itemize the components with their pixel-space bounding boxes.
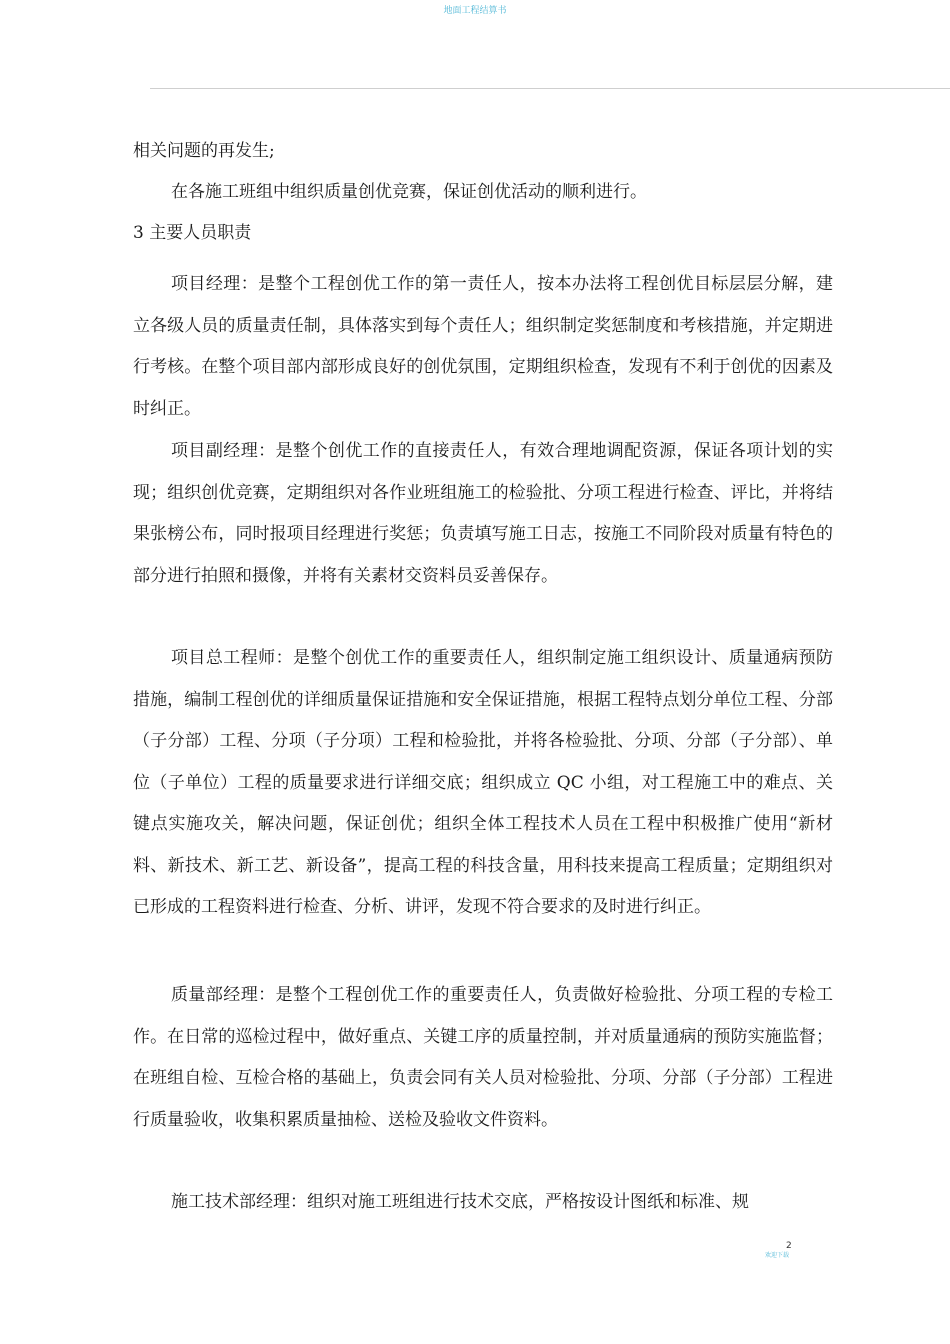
- paragraph-chief-engineer: 项目总工程师：是整个创优工作的重要责任人，组织制定施工组织设计、质量通病预防措施，编制工程创优的详细质量保证措施和安全保证措施，根据工程特点划分单位工程、分部（子分部）工程、分项（子分项）工程和检验批，并将各检验批、分项、分部（子分部）、单位（子单位）工程的质量要求进行详细交底；组织成立 QC 小组，对工程施工中的难点、关键点实施攻关，解决问题，保证创优；组织全体工程技术人员在工程中积极推广使用“新材料、新技术、新工艺、新设备”，提高工程的科技含量，用科技来提高工程质量；定期组织对已形成的工程资料进行检查、分析、讲评，发现不符合要求的及时进行纠正。: [133, 648, 833, 917]
- header-divider: [150, 88, 950, 89]
- header-title: 地面工程结算书: [443, 6, 507, 16]
- paragraph-project-manager: 项目经理：是整个工程创优工作的第一责任人，按本办法将工程创优目标层层分解，建立各级人员的质量责任制，具体落实到每个责任人；组织制定奖惩制度和考核措施，并定期进行考核。在整个项目部内部形成良好的创优氛围，定期组织检查，发现有不利于创优的因素及时纠正。: [133, 274, 833, 419]
- section-heading: 3 主要人员职责: [133, 223, 252, 243]
- page-number: 2: [786, 1241, 792, 1251]
- paragraph-technical-manager: 施工技术部经理：组织对施工班组进行技术交底，严格按设计图纸和标准、规: [171, 1192, 749, 1212]
- paragraph-quality-manager: 质量部经理：是整个工程创优工作的重要责任人，负责做好检验批、分项工程的专检工作。在日常的巡检过程中，做好重点、关键工序的质量控制，并对质量通病的预防实施监督；在班组自检、互检合格的基础上，负责会同有关人员对检验批、分项、分部（子分部）工程进行质量验收，收集积累质量抽检、送检及验收文件资料。: [133, 985, 833, 1130]
- paragraph-deputy-manager: 项目副经理：是整个创优工作的直接责任人，有效合理地调配资源，保证各项计划的实现；组织创优竞赛，定期组织对各作业班组施工的检验批、分项工程进行检查、评比，并将结果张榜公布，同时报项目经理进行奖惩；负责填写施工日志，按施工不同阶段对质量有特色的部分进行拍照和摄像，并将有关素材交资料员妥善保存。: [133, 441, 833, 586]
- paragraph-continuation: 相关问题的再发生;: [133, 141, 275, 161]
- paragraph-competition: 在各施工班组中组织质量创优竞赛，保证创优活动的顺利进行。: [171, 182, 647, 202]
- footer-note: 欢迎下载: [765, 1252, 790, 1259]
